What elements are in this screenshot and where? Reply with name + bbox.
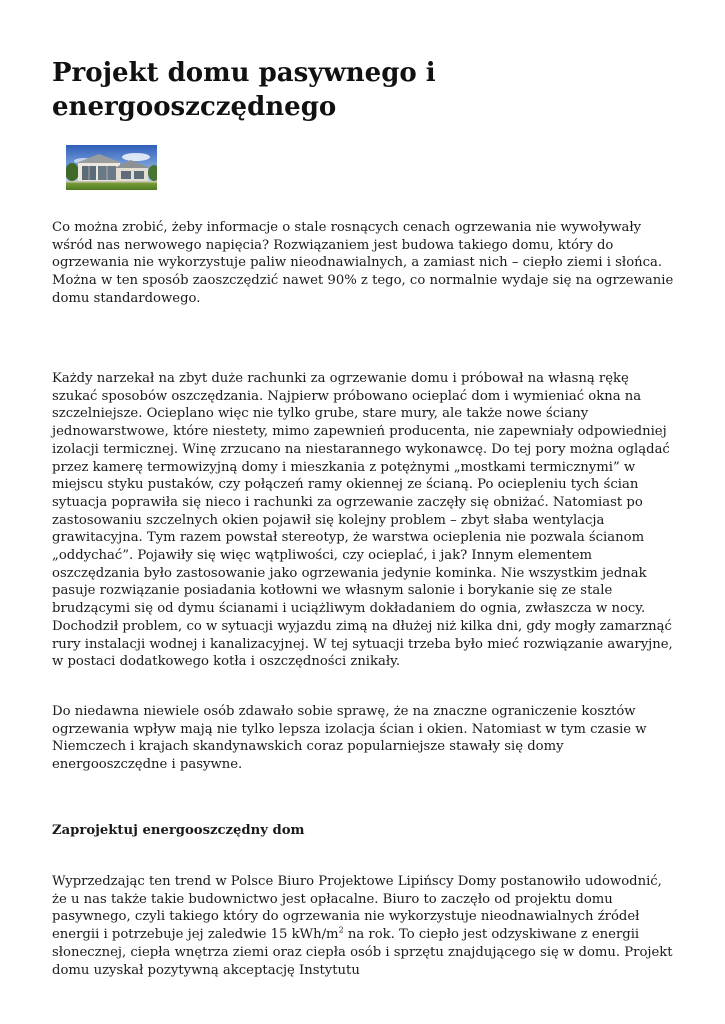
design-paragraph-part-2: na rok. To ciepło jest odzyskiwane z energii słonecznej, ciepła wnętrza ziemi oraz ciepła osób i sprzętu znajdującego się w domu. Projekt domu uzyskał pozytywną akceptację Instytutu (52, 927, 673, 978)
section-heading-text: Zaprojektuj energooszczędny dom (52, 823, 305, 838)
trend-paragraph-text: Do niedawna niewiele osób zdawało sobie sprawę, że na znaczne ograniczenie kosztów ogrzewania wpływ mają nie tylko lepsza izolacja ścian i okien. Natomiast w tym czasie w Niemczech i krajach skandynawskich coraz popularniejsze stawały się domy energooszczędne i pasywne. (52, 704, 647, 773)
design-paragraph-text (52, 873, 676, 979)
design-paragraph-part-1: Wyprzedzając ten trend w Polsce Biuro Projektowe Lipińscy Domy postanowiło udowodnić, że u nas także takie budownictwo jest opłacalne. Biuro to zaczęło od projektu domu pasywnego, czyli takiego który do ogrzewania nie wykorzystuje nieodnawialnych źródeł energii i potrzebuje jej zaledwie 15 kWh/m (52, 874, 662, 943)
trend-paragraph (52, 703, 676, 774)
house-photo (66, 145, 157, 190)
history-paragraph-text: Każdy narzekał na zbyt duże rachunki za ogrzewanie domu i próbował na własną rękę szukać sposobów oszczędzania. Najpierw próbowano ocieplać dom i wymieniać okna na szczelniejsze. Ocieplano więc nie tylko grube, stare mury, ale także nowe ściany jednowarstwowe, które niestety, mimo zapewnień producenta, nie zapewniały odpowiedniej izolacji termicznej. Winę zrzucano na niestarannego wykonawcę. Do tej pory można oglądać przez kamerę termowizyjną domy i mieszkania z potężnymi „mostkami termicznymi” w miejscu styku pustaków, czy połączeń ramy okiennej ze ścianą. Po ociepleniu tych ścian sytuacja poprawiła się nieco i rachunki za ogrzewanie zaczęły się obniżać. Natomiast po zastosowaniu szczelnych okien pojawił się kolejny problem – zbyt słaba wentylacja grawitacyjna. Tym razem powstał stereotyp, że warstwa ocieplenia nie pozwala ścianom „oddychać”. Pojawiły się więc wątpliwości, czy ocieplać, i jak? Innym elementem oszczędzania było zastosowanie jako ogrzewania jedynie kominka. Nie wszystkim jednak pasuje rozwiązanie posiadania kotłowni we własnym salonie i borykanie się ze stale brudzącymi się od dymu ścianami i uciążliwym dokładaniem do ognia, zwłaszcza w nocy. Dochodził problem, co w sytuacji wyjazdu zimą na dłużej niż kilka dni, gdy mogły zamarznąć rury instalacji wodnej i kanalizacyjnej. W tej sytuacji trzeba było mieć rozwiązanie awaryjne, w postaci dodatkowego kotła i oszczędności znikały. (52, 371, 673, 670)
section-heading (52, 822, 676, 840)
squared-superscript: 2 (338, 925, 344, 935)
intro-paragraph (52, 219, 676, 308)
title-line-1: Projekt domu pasywnego i (52, 58, 436, 88)
page-title (52, 56, 674, 124)
design-paragraph (52, 873, 676, 979)
house-photo-illustration (66, 145, 157, 190)
document-header (52, 56, 674, 124)
intro-paragraph-text: Co można zrobić, żeby informacje o stale rosnących cenach ogrzewania nie wywoływały wśród nas nerwowego napięcia? Rozwiązaniem jest budowa takiego domu, który do ogrzewania nie wykorzystuje paliw nieodnawialnych, a zamiast nich – ciepło ziemi i słońca. Można w ten sposób zaoszczędzić nawet 90% z tego, co normalnie wydaje się na ogrzewanie domu standardowego. (52, 220, 674, 306)
title-line-2: energooszczędnego (52, 92, 337, 122)
history-paragraph (52, 370, 676, 671)
